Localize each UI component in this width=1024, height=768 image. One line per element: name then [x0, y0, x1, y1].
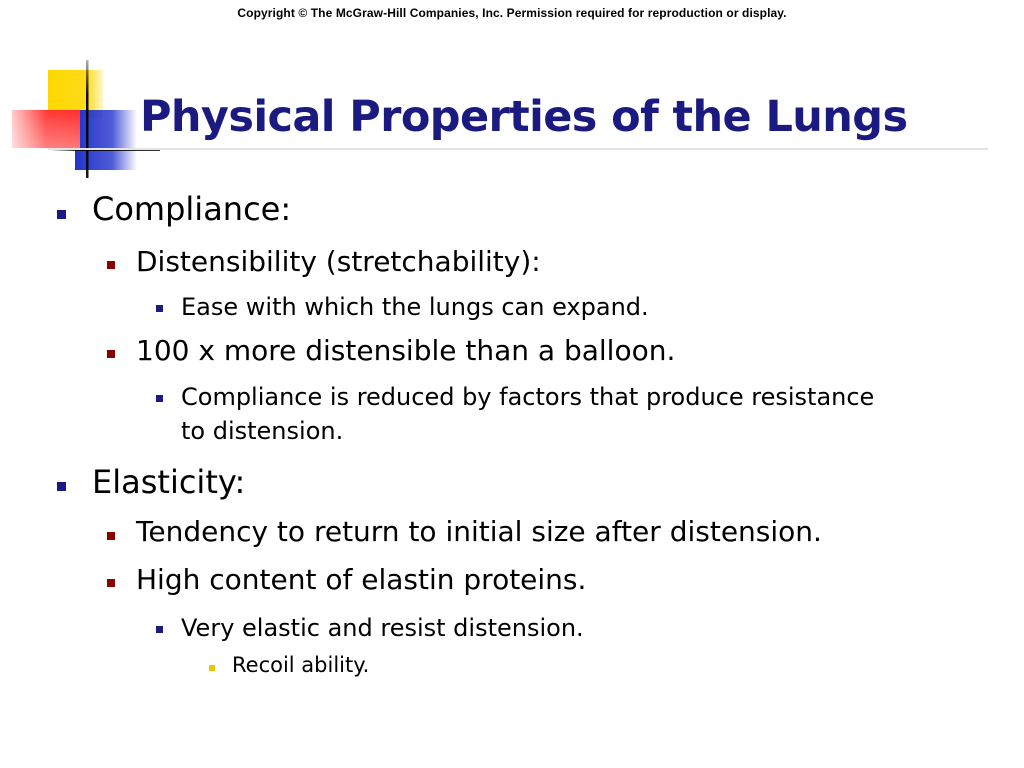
bullet-text: Elasticity:	[92, 463, 246, 501]
square-bullet-icon	[156, 395, 163, 402]
bullet-text: Recoil ability.	[232, 653, 370, 677]
bullet-text: Compliance:	[92, 190, 292, 228]
bullet-text: High content of elastin proteins.	[136, 563, 587, 596]
square-bullet-icon	[57, 210, 66, 219]
square-bullet-icon	[107, 350, 115, 358]
slide-title: Physical Properties of the Lungs	[140, 92, 908, 142]
square-bullet-icon	[156, 305, 163, 312]
bullet-text: Ease with which the lungs can expand.	[181, 293, 649, 321]
bullet-text: Tendency to return to initial size after distension.	[136, 515, 822, 548]
square-bullet-icon	[57, 482, 66, 491]
square-bullet-icon	[156, 626, 163, 633]
bullet-text: Distensibility (stretchability):	[136, 245, 541, 278]
bullet-text: Compliance is reduced by factors that produce resistance to distension.	[181, 383, 875, 445]
bullet-text: Very elastic and resist distension.	[181, 614, 584, 642]
square-bullet-icon	[107, 579, 115, 587]
square-bullet-icon	[107, 261, 115, 269]
square-bullet-icon	[209, 665, 215, 671]
bullet-text: 100 x more distensible than a balloon.	[136, 334, 676, 367]
copyright-notice: Copyright © The McGraw-Hill Companies, Inc. Permission required for reproduction or display.	[237, 6, 787, 20]
square-bullet-icon	[107, 532, 115, 540]
